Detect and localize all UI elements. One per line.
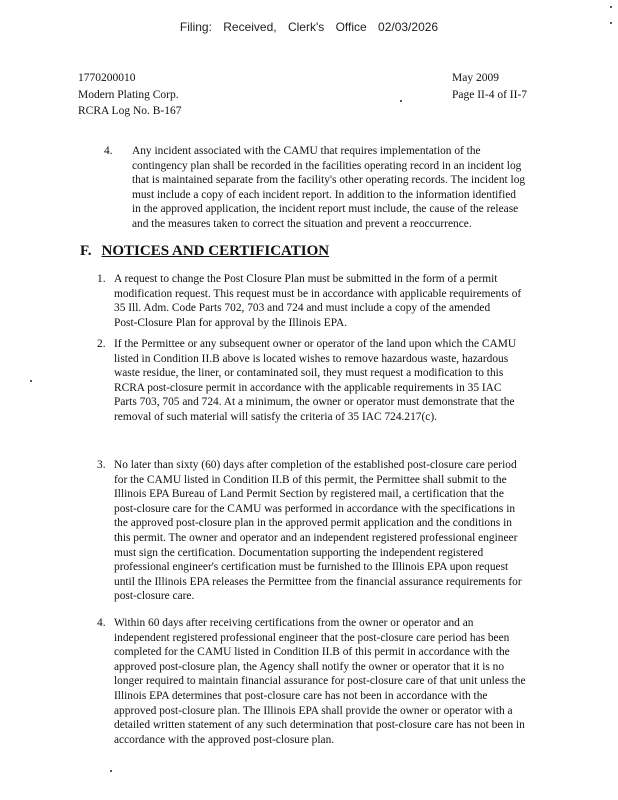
company-name: Modern Plating Corp. [78, 88, 179, 101]
paragraph [114, 272, 521, 330]
text-line: longer required to maintain financial assurance for post-closure care of that unit unless the [114, 675, 526, 688]
text-line: 35 Ill. Adm. Code Parts 702, 703 and 724 and must include a copy of the amended [114, 302, 491, 315]
scan-speck [610, 22, 612, 24]
header-left [78, 70, 182, 120]
text-line: professional engineer's certification must be furnished to the Illinois EPA upon request [114, 561, 509, 574]
paragraph [132, 144, 525, 232]
text-line: Within 60 days after receiving certifications from the owner or operator and an [114, 617, 474, 629]
section-title: NOTICES AND CERTIFICATION [101, 243, 330, 259]
text-line: for the CAMU listed in Condition II.B of this permit, the Permittee shall submit to the [114, 473, 507, 486]
item-number: 1. [97, 273, 106, 285]
text-line: removal of such material will satisfy the criteria of 35 IAC 724.217(c). [114, 410, 437, 423]
log-number: RCRA Log No. B-167 [78, 105, 182, 117]
text-line: this permit. The owner and operator and an independent registered professional engineer [114, 531, 518, 544]
scan-speck [400, 100, 402, 102]
text-line: completed for the CAMU listed in Condition II.B of this permit in accordance with the [114, 646, 510, 659]
item-number: 4. [104, 145, 113, 157]
paragraph [114, 458, 522, 604]
paragraph [114, 337, 516, 425]
text-line: detailed written statement of any such determination that post-closure care has not been in [114, 719, 525, 732]
text-line: that is maintained separate from the facility's other operating records. The incident log [132, 174, 526, 187]
item-number: 3. [97, 459, 106, 471]
facility-id: 1770200010 [78, 72, 136, 84]
text-line: listed in Condition II.B above is located wishes to remove hazardous waste, hazardous [114, 352, 509, 365]
text-line: in the approved application, the incident report must include, the cause of the release [132, 203, 519, 216]
text-line: the approved post-closure plan in the approved permit application and the conditions in [114, 517, 512, 530]
item-number: 4. [97, 617, 106, 629]
text-line: until the Illinois EPA releases the Permittee from the financial assurance requirements for [114, 575, 522, 588]
section-heading [80, 242, 329, 260]
date: May 2009 [452, 72, 499, 84]
text-line: RCRA post-closure permit in accordance with the applicable requirements in 35 IAC [114, 381, 502, 394]
item-number: 2. [97, 338, 106, 350]
text-line: and the measures taken to correct the situation and prevent a reoccurrence. [132, 217, 472, 230]
filing-stamp: Filing: Received, Clerk's Office 02/03/2026 [179, 20, 439, 34]
text-line: Parts 703, 705 and 724. At a minimum, the owner or operator must demonstrate that the [114, 396, 515, 409]
scan-speck [110, 770, 112, 772]
text-line: Any incident associated with the CAMU that requires implementation of the [132, 145, 481, 157]
text-line: independent registered professional engineer that the post-closure care period has been [114, 631, 510, 644]
text-line: waste residue, the liner, or contaminated soil, they must request a modification to this [114, 367, 504, 380]
text-line: Post-Closure Plan for approval by the Illinois EPA. [114, 316, 348, 329]
text-line: post-closure care. [114, 590, 195, 603]
text-line: A request to change the Post Closure Plan must be submitted in the form of a permit [114, 273, 498, 285]
header-right [452, 70, 527, 103]
text-line: must sign the certification. Documentation supporting the independent registered [114, 546, 484, 559]
scan-speck [30, 380, 32, 382]
page-number: Page II-4 of II-7 [452, 88, 528, 101]
text-line: accordance with the approved post-closure plan. [114, 733, 335, 746]
text-line: approved post-closure plan, the Agency shall notify the owner or operator that it is no [114, 660, 505, 673]
text-line: No later than sixty (60) days after completion of the established post-closure care period [114, 459, 517, 471]
text-line: post-closure care for the CAMU was performed in accordance with the specifications in [114, 502, 516, 515]
text-line: contingency plan shall be recorded in the facilities operating record in an incident log [132, 159, 522, 172]
text-line: approved post-closure plan. The Illinois EPA shall provide the owner or operator with a [114, 704, 513, 717]
text-line: If the Permittee or any subsequent owner or operator of the land upon which the CAMU [114, 338, 517, 350]
text-line: Illinois EPA determines that post-closure care has not been in accordance with the [114, 689, 488, 702]
section-letter: F. [80, 243, 92, 259]
text-line: Illinois EPA Bureau of Land Permit Section by registered mail, a certification that the [114, 488, 504, 501]
text-line: must include a copy of each incident report. In addition to the information identified [132, 188, 517, 201]
scan-speck [610, 6, 612, 8]
paragraph [114, 616, 526, 747]
text-line: modification request. This request must be in accordance with applicable requirements of [114, 287, 522, 300]
